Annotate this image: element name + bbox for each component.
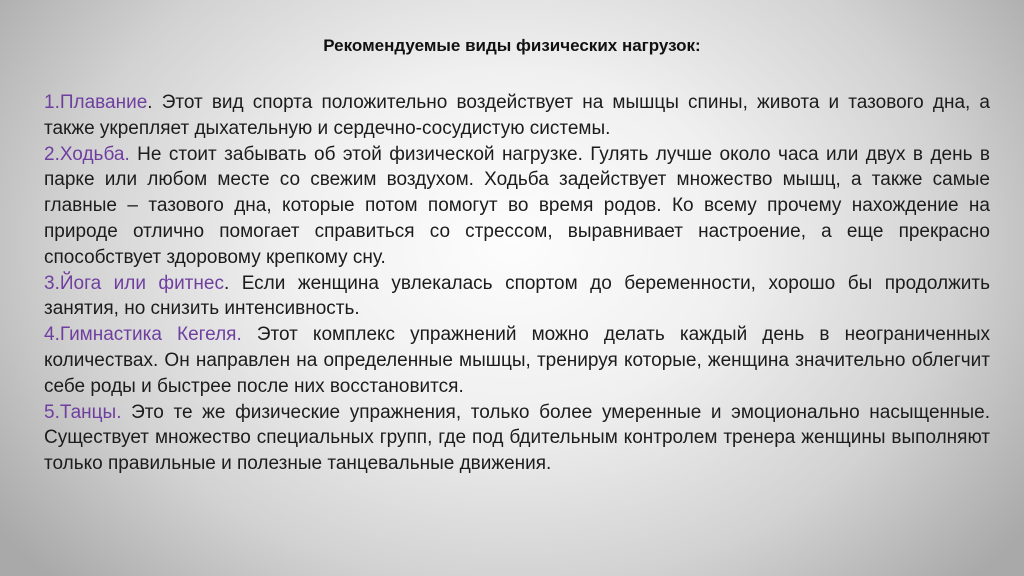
item-text-yoga: . Если женщина увлекалась спортом до беременности, хорошо бы продолжить занятия, но снизить интенсивность. — [44, 272, 990, 320]
item-text-dance: Это те же физические упражнения, только более умеренные и эмоционально насыщенные. Существует множество специальных групп, где под бдительным контролем тренера женщины выполняют только правильные и полезные танцевальные движения. — [44, 401, 990, 475]
slide-title: Рекомендуемые виды физических нагрузок: — [323, 36, 701, 55]
item-text-kegel: Этот комплекс упражнений можно делать каждый день в неограниченных количествах. Он направлен на определенные мышцы, тренируя которые, женщина значительно облегчит себе роды и быстрее после них восстановится. — [44, 324, 990, 397]
list-item-swimming — [44, 90, 990, 142]
item-text-walking: Не стоит забывать об этой физической нагрузке. Гулять лучше около часа или двух в день в парке или любом месте со свежим воздухом. Ходьба задействует множество мышц, а также самые главные – тазового дна, которые потом помогут во время родов. Ко всему прочему нахождение на природе отлично помогает справиться со стрессом, выравнивает настроение, а еще прекрасно способствует здоровому крепкому сну. — [44, 143, 990, 268]
item-heading-swimming: 1.Плавание — [44, 92, 148, 113]
slide-body — [44, 90, 990, 477]
item-heading-walking: 2.Ходьба. — [44, 143, 130, 165]
item-text-swimming: . Этот вид спорта положительно воздействует на мышцы спины, живота и тазового дна, а также укрепляет дыхательную и сердечно-сосудистую системы. — [44, 92, 990, 139]
list-item-dance — [44, 400, 990, 477]
item-heading-yoga: 3.Йога или фитнес — [44, 272, 224, 294]
list-item-yoga — [44, 271, 990, 323]
item-heading-kegel: 4.Гимнастика Кегеля. — [44, 324, 242, 346]
list-item-kegel — [44, 322, 990, 399]
item-heading-dance: 5.Танцы. — [44, 401, 122, 423]
list-item-walking — [44, 142, 990, 271]
